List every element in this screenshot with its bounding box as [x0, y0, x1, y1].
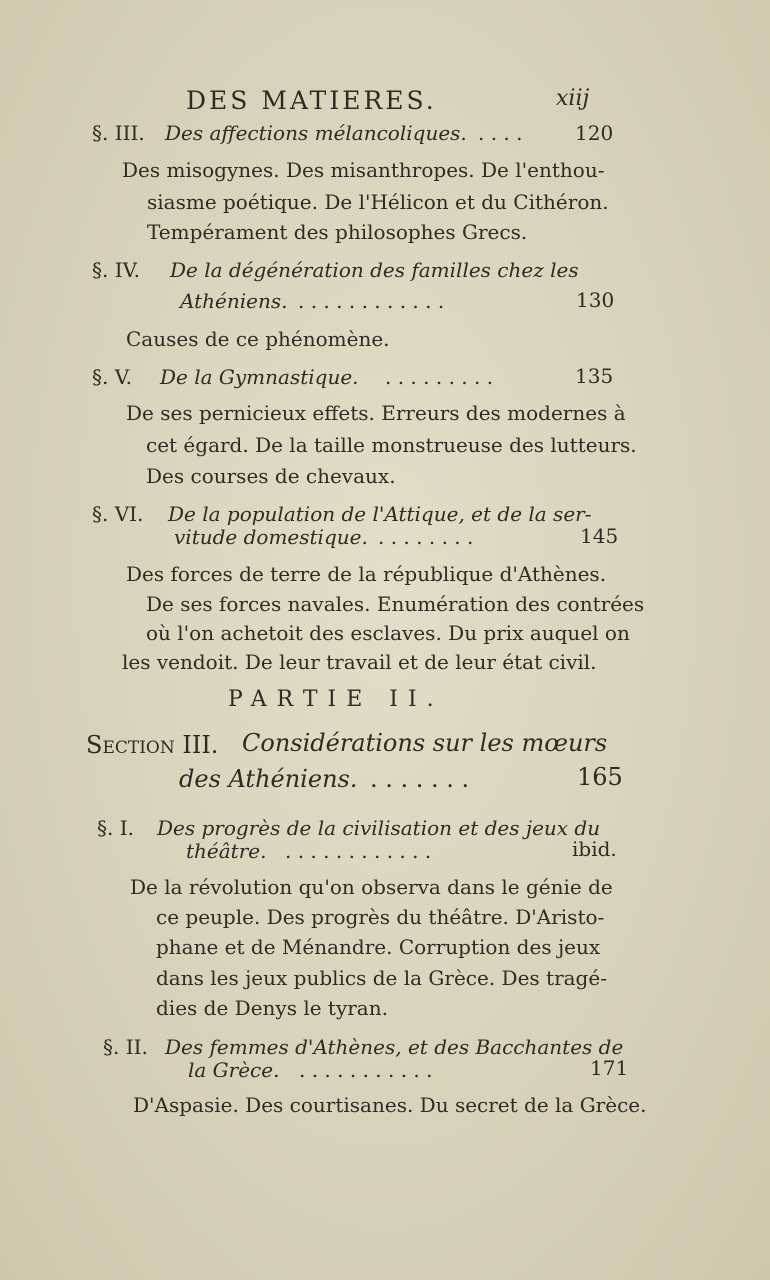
- dot-leader: . . . .: [478, 121, 523, 145]
- dot-leader: . . . . . . . . . . .: [299, 1058, 433, 1082]
- entry-description-line: De ses forces navales. Enumération des contrées: [146, 592, 645, 616]
- entry-page-number: 120: [575, 121, 614, 145]
- entry-page-number: ibid.: [572, 837, 617, 861]
- dot-leader: . . . . . . .: [370, 765, 470, 793]
- section-title: Considérations sur les mœurs: [242, 729, 608, 757]
- entry-description-line: les vendoit. De leur travail et de leur état civil.: [122, 650, 597, 674]
- entry-title: Des affections mélancoliques.: [165, 121, 467, 145]
- section-label: Section III.: [86, 731, 219, 759]
- entry-title: la Grèce.: [188, 1058, 280, 1082]
- entry-description-line: De ses pernicieux effets. Erreurs des modernes à: [126, 401, 626, 425]
- section-title: des Athéniens.: [179, 765, 358, 793]
- part-heading: PARTIE II.: [228, 687, 444, 712]
- entry-number: §. III.: [92, 121, 145, 145]
- entry-title: théâtre.: [186, 839, 267, 863]
- entry-description-line: Des courses de chevaux.: [146, 464, 396, 488]
- entry-title: vitude domestique.: [174, 525, 368, 549]
- entry-title: De la dégénération des familles chez les: [170, 258, 579, 282]
- entry-page-number: 171: [590, 1056, 629, 1080]
- entry-title: Des progrès de la civilisation et des jeux du: [157, 816, 601, 840]
- dot-leader: . . . . . . . . . . . .: [298, 289, 445, 313]
- entry-description-line: Des forces de terre de la république d'Athènes.: [126, 562, 607, 586]
- entry-title: Athéniens.: [180, 289, 288, 313]
- entry-description-line: ce peuple. Des progrès du théâtre. D'Aristo-: [156, 905, 605, 929]
- entry-number: §. IV.: [92, 258, 140, 282]
- entry-description-line: dies de Denys le tyran.: [156, 996, 388, 1020]
- dot-leader: . . . . . . . . . . . .: [285, 839, 432, 863]
- entry-page-number: 145: [580, 524, 619, 548]
- entry-description-line: siasme poétique. De l'Hélicon et du Cithéron.: [147, 190, 609, 214]
- entry-description-line: D'Aspasie. Des courtisanes. Du secret de la Grèce.: [133, 1093, 647, 1117]
- entry-description-line: Tempérament des philosophes Grecs.: [147, 220, 528, 244]
- entry-number: §. I.: [97, 816, 134, 840]
- entry-description-line: Des misogynes. Des misanthropes. De l'enthou-: [122, 158, 605, 182]
- entry-description-line: De la révolution qu'on observa dans le génie de: [130, 875, 613, 899]
- entry-description-line: phane et de Ménandre. Corruption des jeux: [156, 935, 601, 959]
- entry-number: §. II.: [103, 1035, 148, 1059]
- entry-title: Des femmes d'Athènes, et des Bacchantes de: [165, 1035, 624, 1059]
- entry-description-line: dans les jeux publics de la Grèce. Des tragé-: [156, 966, 607, 990]
- section-page-number: 165: [577, 763, 623, 791]
- running-header-title: DES MATIERES.: [186, 86, 437, 115]
- entry-description-line: cet égard. De la taille monstrueuse des lutteurs.: [146, 433, 637, 457]
- entry-title: De la Gymnastique.: [160, 365, 359, 389]
- page-number-folio: xiij: [556, 86, 590, 111]
- dot-leader: . . . . . . . . .: [385, 365, 494, 389]
- entry-number: §. V.: [92, 365, 133, 389]
- entry-description-line: Causes de ce phénomène.: [126, 327, 390, 351]
- entry-description-line: où l'on achetoit des esclaves. Du prix auquel on: [146, 621, 630, 645]
- entry-page-number: 130: [576, 288, 615, 312]
- entry-number: §. VI.: [92, 502, 144, 526]
- entry-title: De la population de l'Attique, et de la ser-: [168, 502, 592, 526]
- dot-leader: . . . . . . . .: [378, 525, 474, 549]
- entry-page-number: 135: [575, 364, 614, 388]
